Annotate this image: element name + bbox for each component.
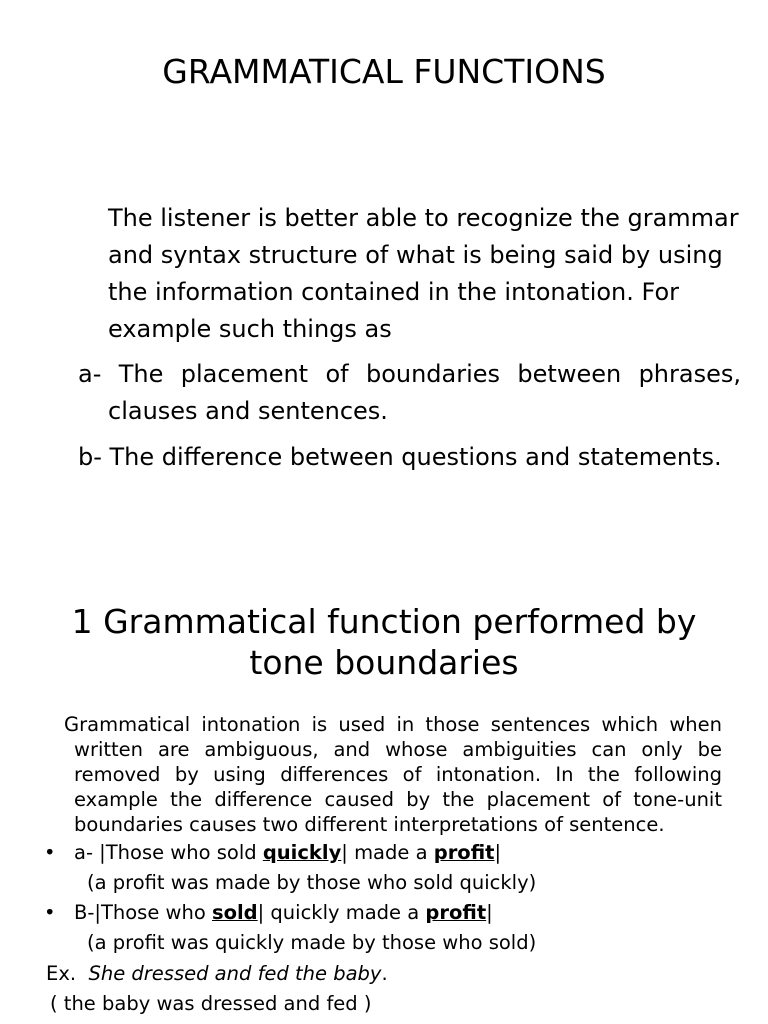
list-item: [44, 838, 744, 898]
extra-example: Ex. She dressed and fed the baby.: [46, 962, 388, 985]
nucleus-word: profit: [433, 841, 495, 864]
example-sentence: • a- |Those who sold quickly| made a profit|: [44, 838, 744, 868]
slide-title: GRAMMATICAL FUNCTIONS: [162, 52, 606, 91]
intro-paragraph: [78, 200, 741, 348]
example-gloss: (a profit was quickly made by those who sold): [87, 931, 537, 954]
nucleus-word: quickly: [262, 841, 342, 864]
nucleus-word: sold: [211, 901, 258, 924]
example-sentence: She dressed and fed the baby: [88, 962, 382, 985]
intro-text: The listener is better able to recognize the grammar and syntax structure of what is being said by using the information contained in the intonation. For example such things as: [108, 204, 739, 343]
nucleus-word: profit: [425, 901, 487, 924]
slide-title: 1 Grammatical function performed by tone boundaries: [71, 602, 697, 682]
bullet-icon: •: [44, 841, 56, 864]
bullet-icon: •: [44, 901, 56, 924]
extra-example-gloss: ( the baby was dressed and fed ): [50, 992, 372, 1015]
example-label: Ex.: [46, 962, 77, 985]
example-list: [44, 838, 744, 958]
functions-list: [78, 356, 741, 485]
slide-tone-boundaries: [0, 585, 768, 1024]
explanation-paragraph: Grammatical intonation is used in those sentences which when written are ambiguous, and whose ambiguities can only be removed by using differences of intonation. In the following example the difference caused by the placement of tone-unit boundaries causes two different interpretations of sentence.: [64, 713, 722, 836]
list-item: a- The placement of boundaries between phrases, clauses and sentences.: [78, 360, 741, 425]
list-item: [44, 898, 744, 958]
list-item: b- The difference between questions and statements.: [78, 443, 722, 471]
example-gloss: (a profit was made by those who sold quickly): [87, 871, 537, 894]
example-sentence: • B-|Those who sold| quickly made a profit|: [44, 898, 744, 928]
